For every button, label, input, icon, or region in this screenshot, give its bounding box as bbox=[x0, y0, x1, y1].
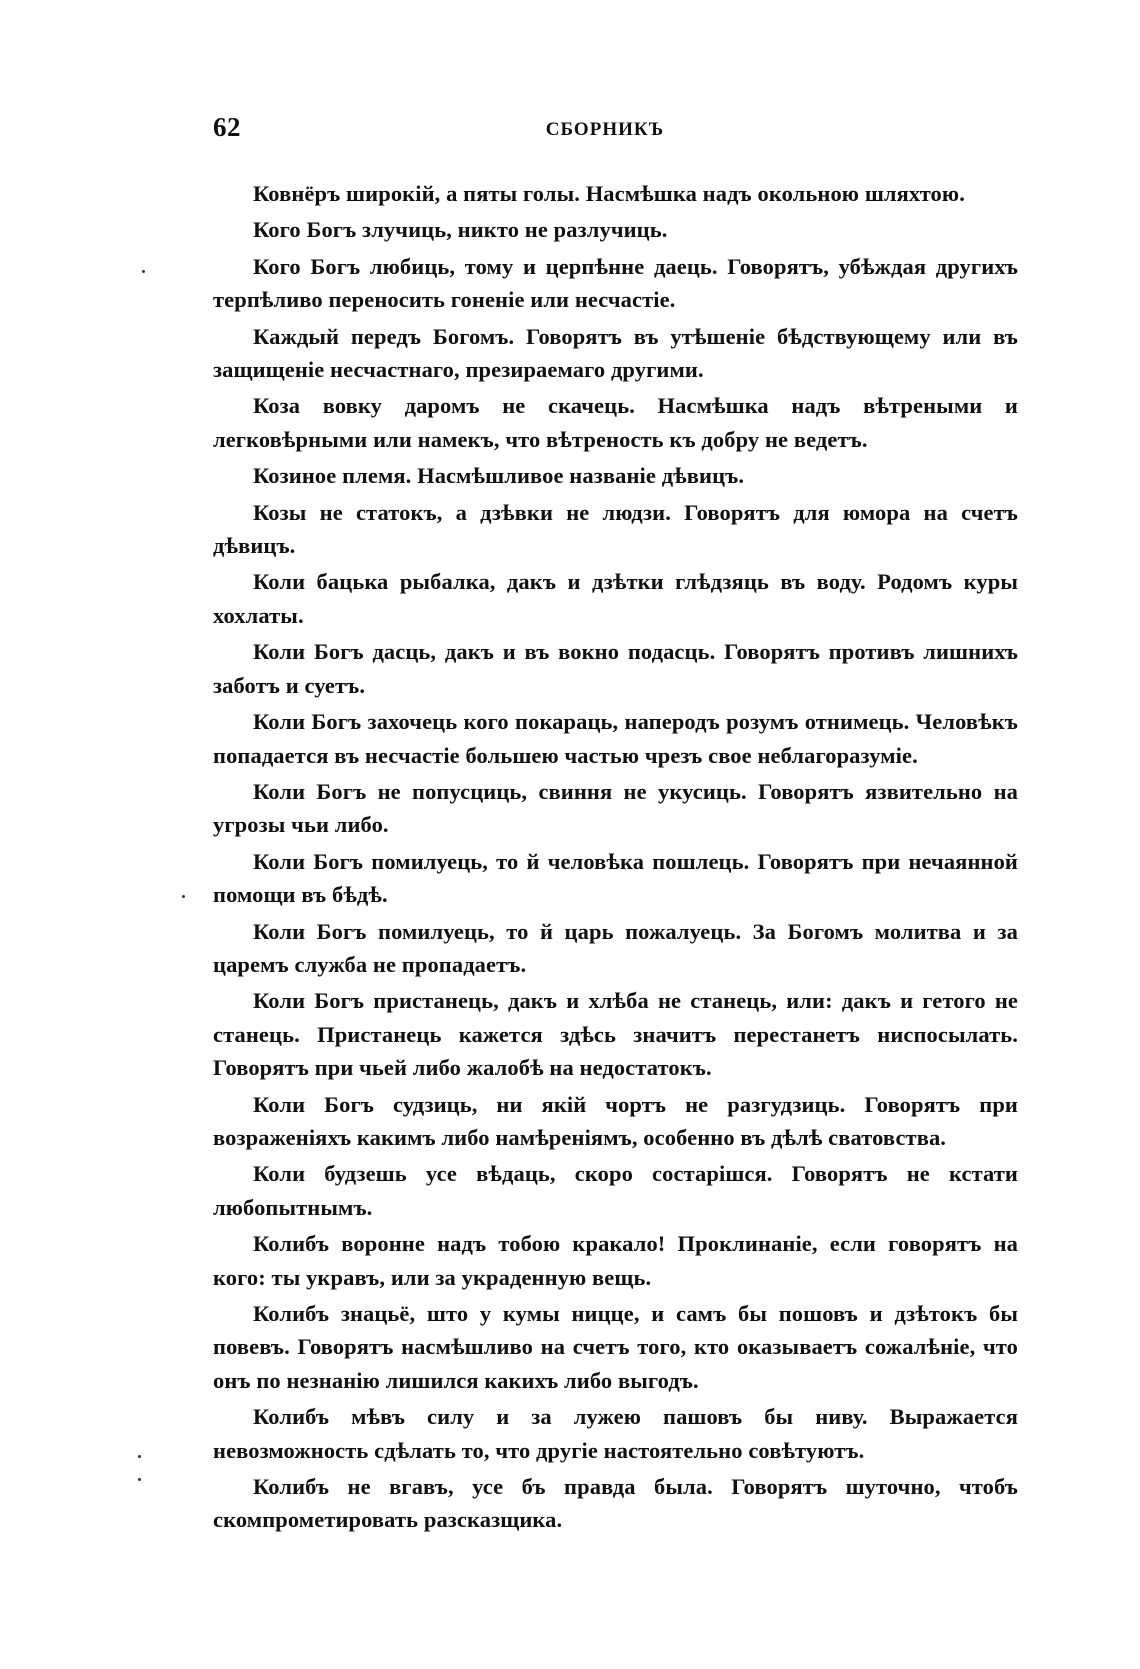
proverb-entry: Коли Богъ помилуець, то й человѣка пошлець. Говорятъ при нечаянной помощи въ бѣдѣ. bbox=[213, 848, 1018, 908]
proverb-entry: Каждый передъ Богомъ. Говорятъ въ утѣшеніе бѣдствующему или въ защищеніе несчастнаго, презираемаго другими. bbox=[213, 323, 1018, 383]
scan-speck bbox=[142, 270, 145, 273]
proverb-entry: Козиное племя. Насмѣшливое названіе дѣвицъ. bbox=[253, 463, 745, 489]
proverb-entry: Коли Богъ пристанець, дакъ и хлѣба не станець, или: дакъ и гетого не станець. Пристанець кажется здѣсь значитъ перестанетъ ниспосылать. Говорятъ при чьей либо жалобѣ на недостатокъ. bbox=[213, 988, 1018, 1081]
proverb-entry: Ковнёръ широкій, а пяты голы. Насмѣшка надъ окольною шляхтою. bbox=[253, 181, 965, 206]
scan-speck bbox=[138, 1455, 141, 1458]
proverb-entry: Козы не статокъ, а дзѣвки не людзи. Говорятъ для юмора на счетъ дѣвицъ. bbox=[213, 499, 1018, 559]
proverb-entry: Коли Богъ не попусциць, свиння не укусиць. Говорятъ язвительно на угрозы чьи либо. bbox=[213, 778, 1018, 838]
scan-speck bbox=[138, 1478, 141, 1481]
body-text bbox=[213, 177, 1018, 1540]
page-number: 62 bbox=[213, 112, 241, 142]
scan-speck bbox=[182, 895, 185, 898]
proverb-entry: Кого Богъ любиць, тому и церпѣнне даець. Говорятъ, убѣждая другихъ терпѣливо переносить гоненіе или несчастіе. bbox=[213, 253, 1018, 313]
proverb-entry: Коли Богъ помилуець, то й царь пожалуець. За Богомъ молитва и за царемъ служба не пропадаетъ. bbox=[213, 918, 1018, 977]
proverb-entry: Коли Богъ судзиць, ни якій чортъ не разгудзиць. Говорятъ при возраженіяхъ какимъ либо намѣреніямъ, особенно въ дѣлѣ сватовства. bbox=[213, 1091, 1018, 1150]
proverb-entry: Коли Богъ дасць, дакъ и въ вокно подасць. Говорятъ противъ лишнихъ заботъ и суетъ. bbox=[213, 639, 1018, 698]
proverb-entry: Коли бацька рыбалка, дакъ и дзѣтки глѣдзяць въ воду. Родомъ куры хохлаты. bbox=[213, 569, 1018, 628]
proverb-entry: Колибъ знацьё, што у кумы ниццe, и самъ бы пошовъ и дзѣтокъ бы повевъ. Говорятъ насмѣшливо на счетъ того, кто оказываетъ сожалѣніе, что онъ по незнанію лишился какихъ либо выгодъ. bbox=[213, 1301, 1018, 1393]
proverb-entry: Колибъ воронне надъ тобою кракало! Проклинаніе, если говорятъ на кого: ты укравъ, или за украденную вещь. bbox=[213, 1231, 1018, 1290]
proverb-entry: Коза вовку даромъ не скачець. Насмѣшка надъ вѣтреными и легковѣрными или намекъ, что вѣтреность къ добру не ведетъ. bbox=[213, 393, 1018, 452]
running-head: СБОРНИКЪ bbox=[545, 119, 665, 140]
proverb-entry: Колибъ мѣвъ силу и за лужею пашовъ бы ниву. Выражается невозможность сдѣлать то, что другіе настоятельно совѣтуютъ. bbox=[213, 1404, 1018, 1463]
proverb-entry: Коли будзешь усе вѣдаць, скоро состарішся. Говорятъ не кстати любопытнымъ. bbox=[213, 1161, 1018, 1220]
proverb-entry: Коли Богъ захочець кого покараць, наперодъ розумъ отнимець. Человѣкъ попадается въ несчастіе большею частью чрезъ свое неблагоразуміе. bbox=[213, 709, 1018, 768]
proverb-entry: Колибъ не вгавъ, усе бъ правда была. Говорятъ шуточно, чтобъ скомпрометировать разсказщика. bbox=[213, 1474, 1018, 1533]
proverb-entry: Кого Богъ злучиць, никто не разлучиць. bbox=[253, 217, 668, 243]
